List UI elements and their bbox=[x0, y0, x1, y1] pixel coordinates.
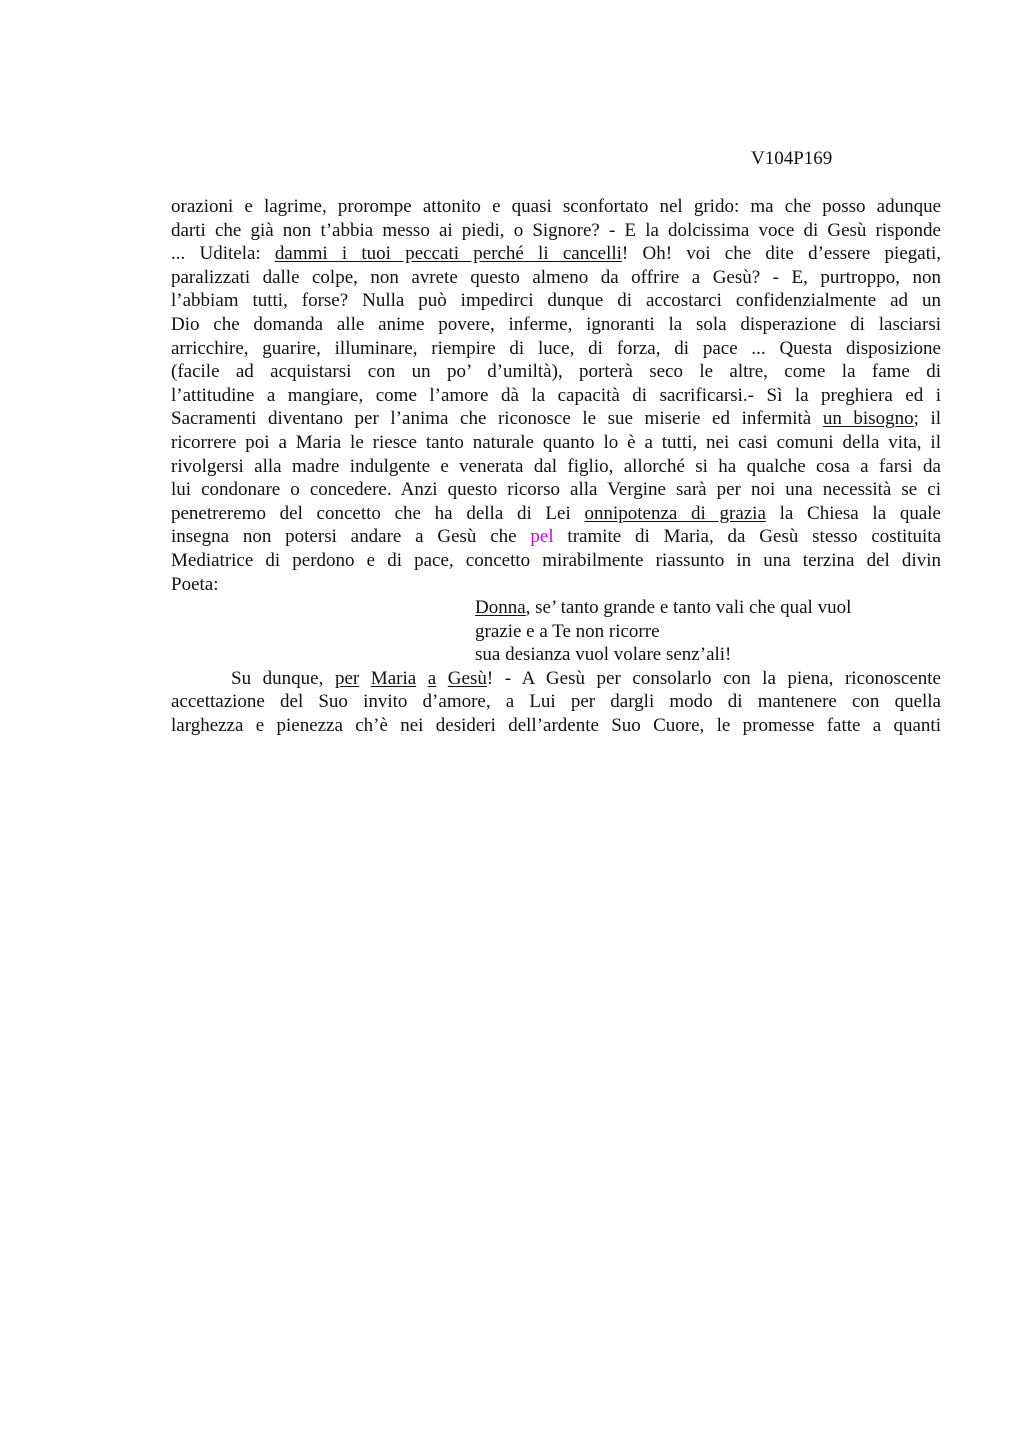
text-line bbox=[171, 337, 941, 361]
page-id: V104P169 bbox=[751, 148, 833, 169]
text-line bbox=[171, 525, 941, 549]
text-segment: (facile ad acquistarsi con un po’ d’umiltà), porterà seco le altre, come la fame di bbox=[171, 361, 941, 383]
text-line bbox=[171, 667, 941, 691]
verse-line bbox=[171, 596, 941, 620]
text-line bbox=[171, 360, 941, 384]
text-segment: grazie e a Te non ricorre bbox=[475, 620, 660, 642]
text-segment bbox=[416, 668, 428, 689]
underlined-text: un bisogno bbox=[822, 408, 914, 430]
text-segment: Poeta: bbox=[171, 573, 219, 595]
text-segment bbox=[359, 668, 371, 689]
text-line bbox=[171, 242, 941, 266]
text-line bbox=[171, 195, 941, 219]
text-line bbox=[171, 266, 941, 290]
text-segment: larghezza e pienezza ch’è nei desideri dell’ardente Suo Cuore, le promesse fatte a quanti bbox=[171, 715, 941, 737]
text-line bbox=[171, 573, 941, 597]
text-segment: Sacramenti diventano per l’anima che riconosce le sue miserie ed infermità bbox=[171, 408, 823, 430]
text-segment: la Chiesa la quale bbox=[765, 502, 941, 524]
text-segment: rivolgersi alla madre indulgente e venerata dal figlio, allorché si ha qualche cosa a farsi da bbox=[171, 455, 941, 477]
underlined-text: dammi i tuoi peccati perché li cancelli bbox=[274, 243, 622, 265]
text-segment: darti che già non t’abbia messo ai piedi, o Signore? - E la dolcissima voce di Gesù risponde bbox=[171, 219, 941, 241]
text-segment: tramite di Maria, da Gesù stesso costituita bbox=[553, 526, 941, 548]
text-segment: paralizzati dalle colpe, non avrete questo almeno da offrire a Gesù? - E, purtroppo, non bbox=[171, 266, 941, 288]
text-line bbox=[171, 384, 941, 408]
text-line bbox=[171, 219, 941, 243]
text-line bbox=[171, 714, 941, 738]
verse-line bbox=[171, 620, 941, 644]
text-segment: sua desianza vuol volare senz’ali! bbox=[475, 644, 732, 666]
text-segment: arricchire, guarire, illuminare, riempire di luce, di forza, di pace ... Questa disposizione bbox=[171, 337, 941, 359]
underlined-text: Donna bbox=[475, 597, 526, 619]
text-segment: lui condonare o concedere. Anzi questo ricorso alla Vergine sarà per noi una necessità se ci bbox=[171, 479, 941, 501]
underlined-text: Maria bbox=[370, 667, 417, 689]
underlined-text: a bbox=[427, 667, 437, 689]
text-line bbox=[171, 289, 941, 313]
text-segment: ; il bbox=[913, 408, 941, 430]
text-line bbox=[171, 690, 941, 714]
text-segment: ! Oh! voi che dite d’essere piegati, bbox=[621, 243, 941, 265]
text-line bbox=[171, 478, 941, 502]
text-line bbox=[171, 455, 941, 479]
text-segment bbox=[436, 668, 448, 689]
text-segment: l’attitudine a mangiare, come l’amore dà la capacità di sacrificarsi.- Sì la preghiera ed i bbox=[171, 384, 941, 406]
text-segment: , se’ tanto grande e tanto vali che qual vuol bbox=[525, 597, 852, 619]
text-line bbox=[171, 407, 941, 431]
text-segment: Su dunque, bbox=[231, 667, 335, 689]
text-line bbox=[171, 431, 941, 455]
highlighted-text: pel bbox=[530, 526, 554, 548]
text-segment: accettazione del Suo invito d’amore, a Lui per dargli modo di mantenere con quella bbox=[171, 691, 941, 713]
underlined-text: onnipotenza di grazia bbox=[584, 502, 766, 524]
text-segment: penetreremo del concetto che ha della di Lei bbox=[171, 502, 585, 524]
underlined-text: Gesù bbox=[447, 667, 487, 689]
underlined-text: per bbox=[334, 667, 360, 689]
text-segment: ! - A Gesù per consolarlo con la piena, riconoscente bbox=[486, 667, 941, 689]
text-segment: insegna non potersi andare a Gesù che bbox=[171, 526, 531, 548]
text-segment: orazioni e lagrime, prorompe attonito e quasi sconfortato nel grido: ma che posso adunque bbox=[171, 196, 941, 217]
text-segment: Mediatrice di perdono e di pace, concetto mirabilmente riassunto in una terzina del divin bbox=[171, 549, 941, 571]
text-line bbox=[171, 549, 941, 573]
text-segment: ricorrere poi a Maria le riesce tanto naturale quanto lo è a tutti, nei casi comuni della vita, il bbox=[171, 431, 941, 453]
text-line bbox=[171, 313, 941, 337]
verse-line bbox=[171, 643, 941, 667]
text-segment: l’abbiam tutti, forse? Nulla può impedirci dunque di accostarci confidenzialmente ad un bbox=[171, 290, 941, 312]
text-segment: Dio che domanda alle anime povere, inferme, ignoranti la sola disperazione di lasciarsi bbox=[171, 313, 941, 335]
body-text bbox=[171, 195, 941, 738]
text-segment: ... Uditela: bbox=[171, 243, 275, 265]
text-line bbox=[171, 502, 941, 526]
